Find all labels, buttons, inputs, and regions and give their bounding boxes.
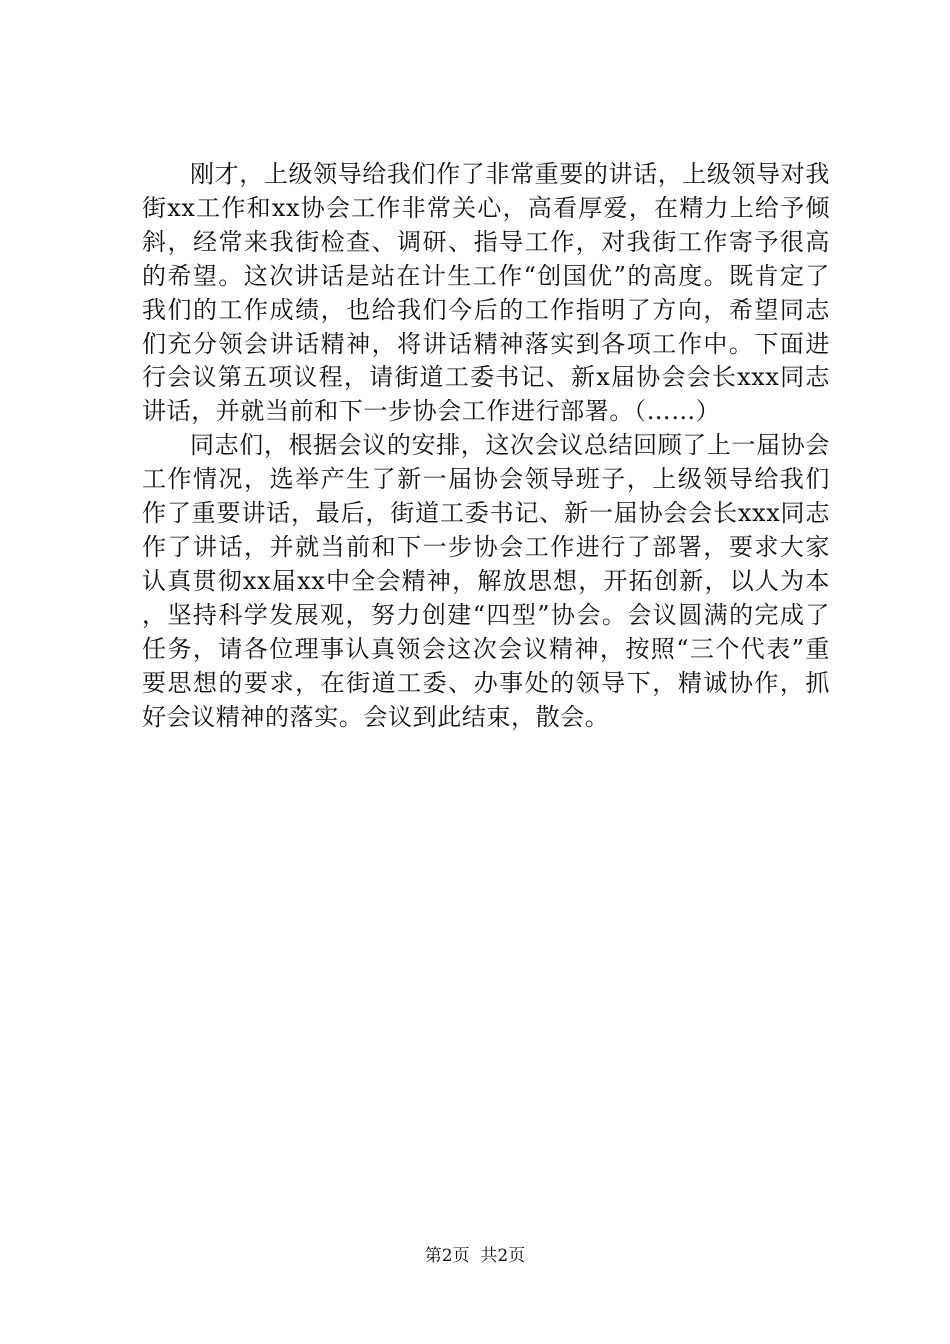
document-body (142, 158, 830, 734)
paragraph-1: 刚才，上级领导给我们作了非常重要的讲话，上级领导对我街xx工作和xx协会工作非常关心，高看厚爱，在精力上给予倾斜，经常来我街检查、调研、指导工作，对我街工作寄予很高的希望。这次讲话是站在计生工作“创国优”的高度。既肯定了我们的工作成绩，也给我们今后的工作指明了方向，希望同志们充分领会讲话精神，将讲话精神落实到各项工作中。下面进行会议第五项议程，请街道工委书记、新x届协会会长xxx同志讲话，并就当前和下一步协会工作进行部署。（……） (142, 160, 830, 426)
page-footer: 第2页 共2页 (424, 1246, 526, 1266)
paragraph-2: 同志们，根据会议的安排，这次会议总结回顾了上一届协会工作情况，选举产生了新一届协会领导班子，上级领导给我们作了重要讲话，最后，街道工委书记、新一届协会会长xxx同志作了讲话，并就当前和下一步协会工作进行了部署，要求大家认真贯彻xx届xx中全会精神，解放思想，开拓创新，以人为本，坚持科学发展观，努力创建“四型”协会。会议圆满的完成了任务，请各位理事认真领会这次会议精神，按照“三个代表”重要思想的要求，在街道工委、办事处的领导下，精诚协作，抓好会议精神的落实。会议到此结束，散会。 (142, 431, 830, 731)
